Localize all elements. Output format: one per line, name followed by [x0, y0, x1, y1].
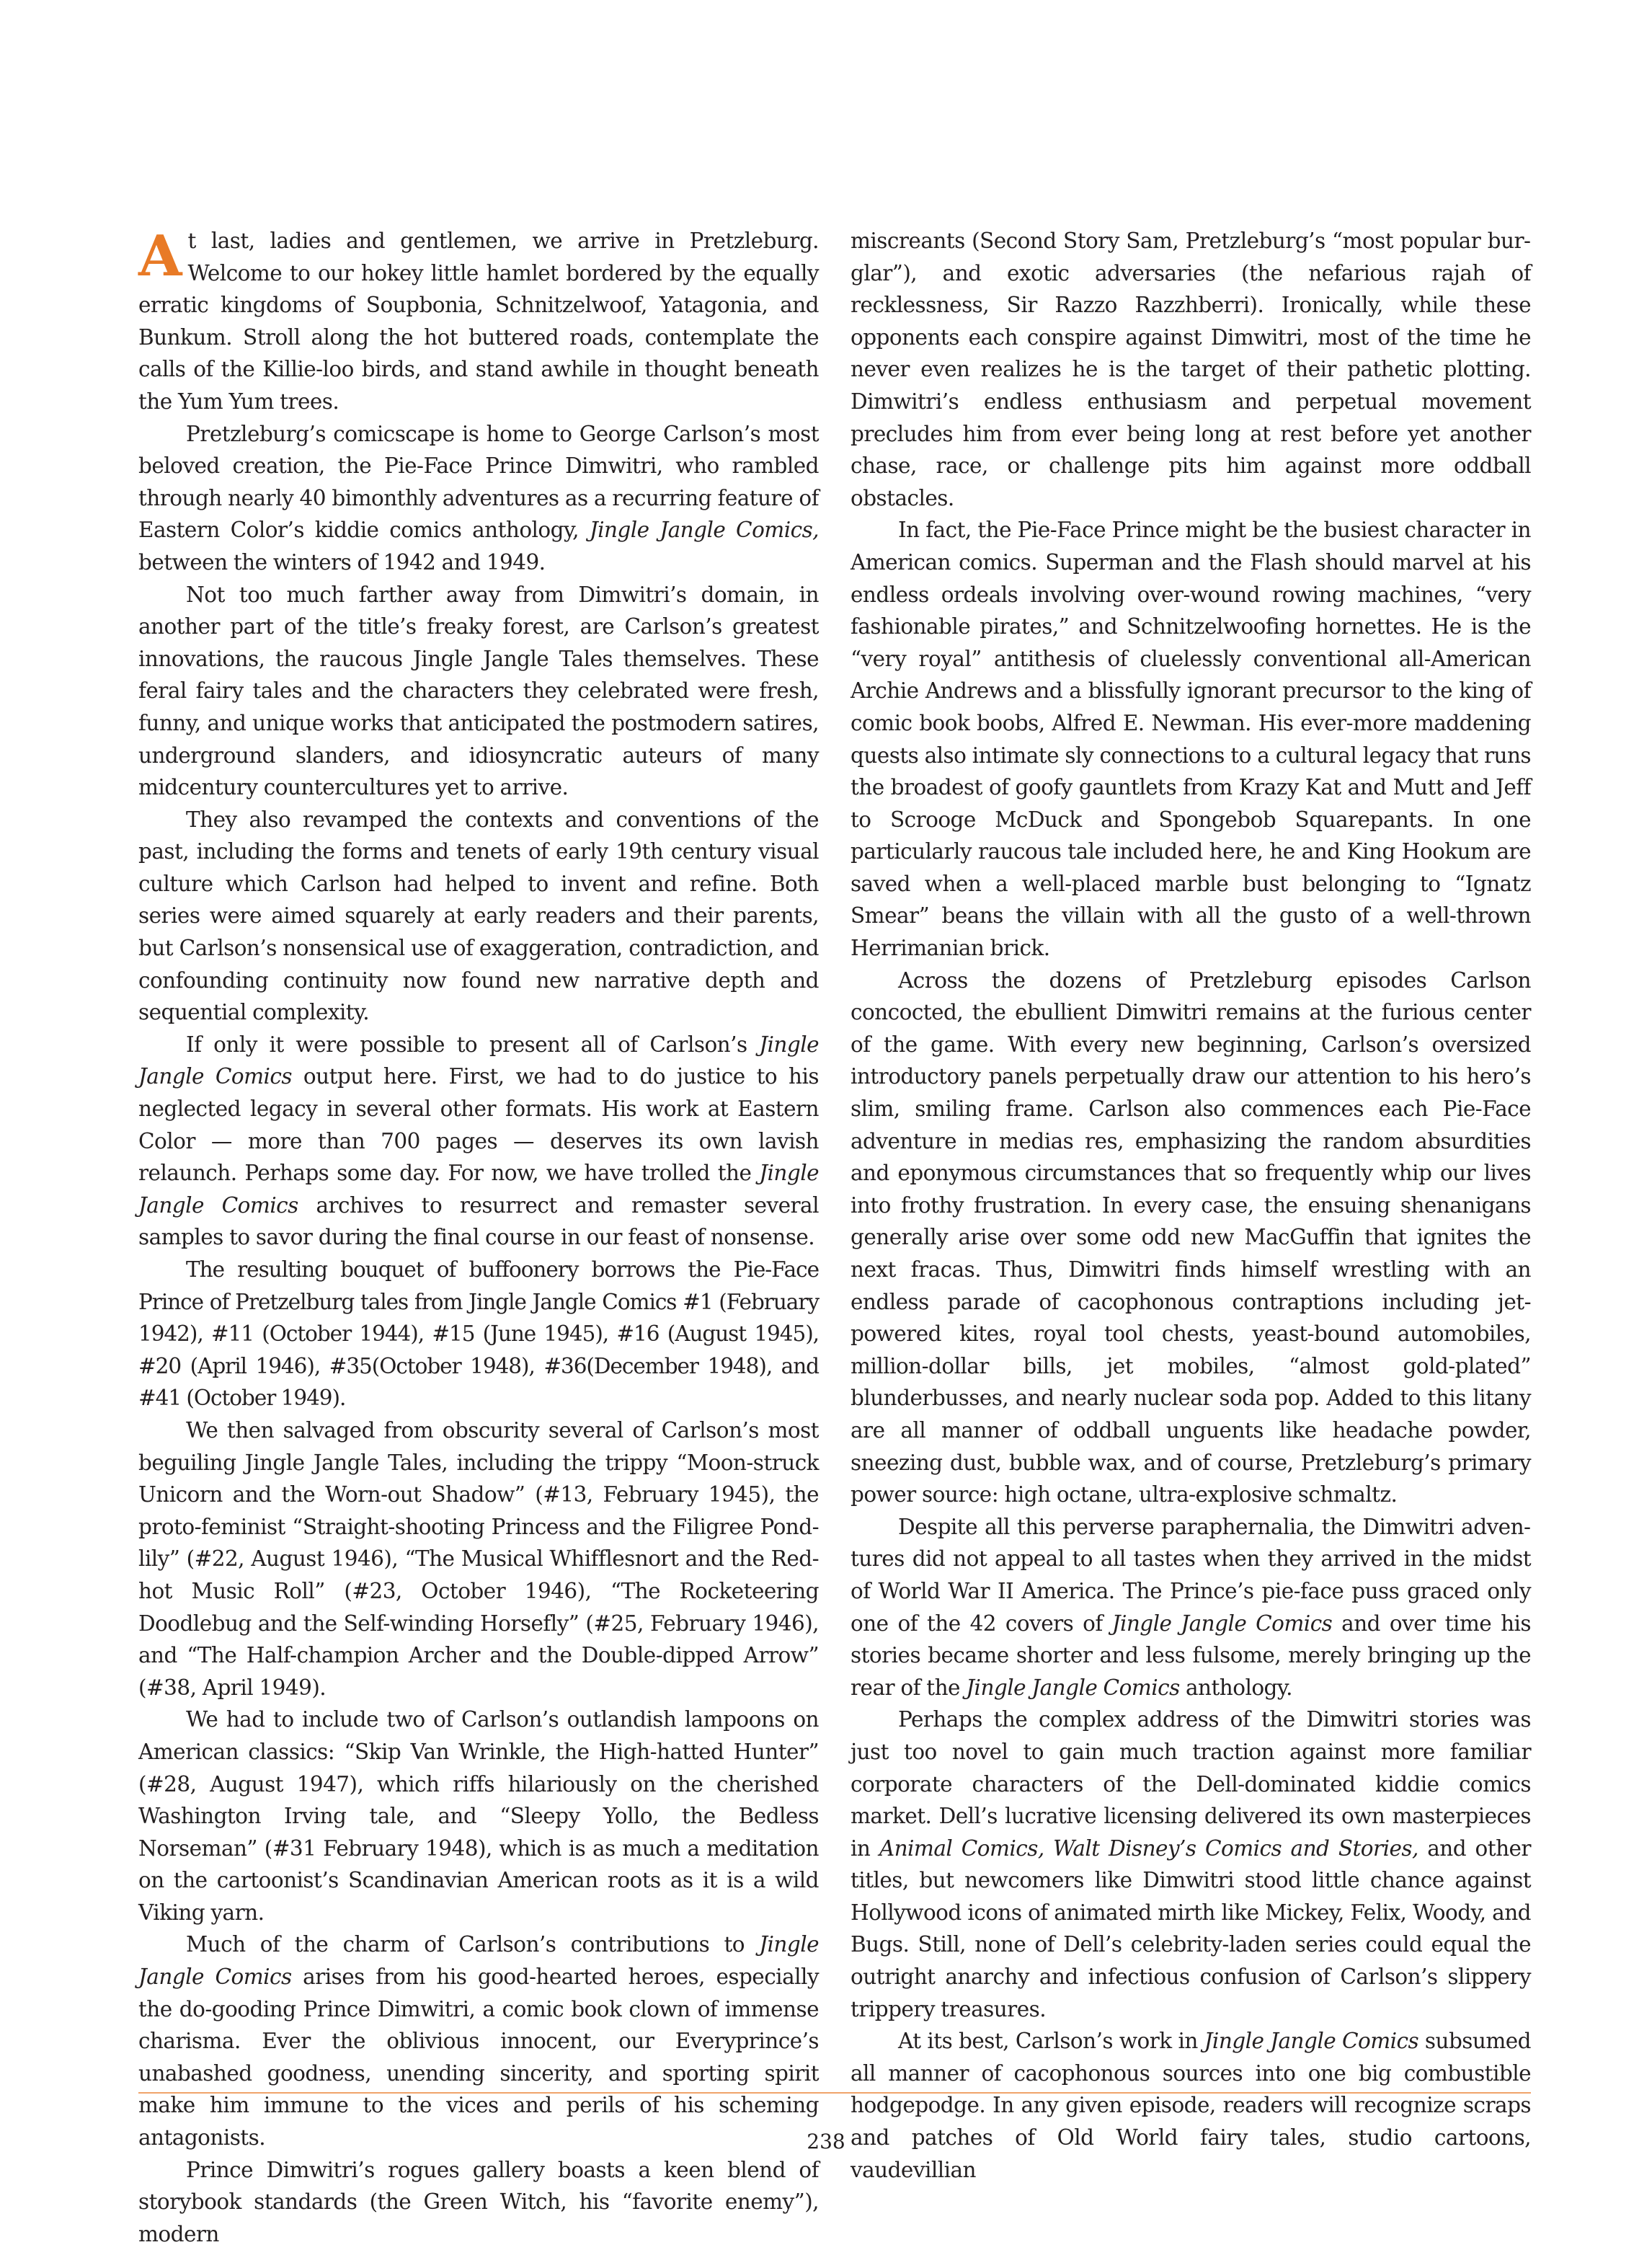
- text-run: Perhaps the complex address of the Dimwitri stories was just too novel to gain much traction against more familiar corporate characters of the Dell-dominated kiddie comics market. Dell’s lucrative licensing delivered its own masterpieces in: [851, 1707, 1531, 1861]
- text-run: arises from his good-hearted heroes, especially the do-gooding Prince Dimwitri, a comic book clown of immense charisma. Ever the oblivious innocent, our Everyprince’s unabashed goodness, unending sincerity, and sporting spirit make him immune to the vices and perils of his scheming antagonists.: [138, 1965, 819, 2151]
- text-run: and over time his stories became shorter and less fulsome, merely bringing up the rear of the: [851, 1611, 1531, 1700]
- italic-title: Animal Comics, Walt Disney’s Comics and Stories,: [879, 1835, 1418, 1861]
- italic-title: Jingle Jangle Comics: [1204, 2029, 1419, 2054]
- italic-title: Jingle Jangle Comics: [138, 1932, 819, 1990]
- paragraph: [138, 804, 819, 1029]
- drop-cap: A: [138, 223, 182, 289]
- text-run: If only it were possible to present all of Carlson’s: [186, 1032, 760, 1057]
- text-run: Despite all this perverse paraphernalia, the Dimwitri adventures did not appeal to all tastes when they arrived in the midst of World War II America. The Prince’s pie-face puss graced only one of the 42 covers of: [851, 1514, 1531, 1636]
- text-run: Not too much farther away from Dimwitri’s domain, in another part of the title’s freaky forest, are Carlson’s greatest innovations, the raucous Jingle Jangle Tales themselves. These feral fairy tales and the characters they celebrated were fresh, funny, and unique works that anticipated the postmodern satires, underground slanders, and idiosyncratic auteurs of many midcentury countercultures yet to arrive.: [138, 582, 819, 800]
- italic-title: Jingle Jangle Comics: [966, 1675, 1180, 1700]
- paragraph: [851, 965, 1531, 1511]
- text-run: The resulting bouquet of buffoonery borrows the Pie-Face Prince of Pretzelburg tales from Jingle Jangle Comics #1 (February 1942), #11 (October 1944), #15 (June 1945), #16 (August 1945), #20 (April 1946), #35(October 1948), #36(December 1948), and #41 (October 1949).: [138, 1257, 819, 1411]
- italic-title: Jingle Jangle Comics: [138, 1161, 819, 1218]
- text-run: and other titles, but newcomers like Dimwitri stood little chance against Hollywood icons of animated mirth like Mickey, Felix, Woody, and Bugs. Still, none of Dell’s celebrity-laden series could equal the outright anarchy and infectious confusion of Carlson’s slippery trippery treasures.: [851, 1835, 1531, 2021]
- paragraph: [138, 1029, 819, 1254]
- paragraph: [138, 1704, 819, 1928]
- paragraph: [138, 225, 819, 418]
- left-column: [138, 225, 819, 2250]
- paragraph: [138, 1254, 819, 1414]
- text-run: t last, ladies and gentlemen, we arrive in Pretzleburg. Welcome to our hokey little hamlet bordered by the equally erratic kingdoms of Soupbonia, Schnitzelwoof, Yatagonia, and Bunkum. Stroll along the hot buttered roads, contemplate the calls of the Killie-loo birds, and stand awhile in thought beneath the Yum Yum trees.: [138, 229, 819, 414]
- paragraph: [138, 1414, 819, 1704]
- paragraph: [851, 1511, 1531, 1704]
- italic-title: Jingle Jangle Comics: [138, 1032, 819, 1089]
- paragraph: [138, 579, 819, 804]
- text-run: output here. First, we had to do justice to his neglected legacy in several other formats. His work at Eastern Color — more than 700 pages — deserves its own lavish relaunch. Perhaps some day. For now, we have trolled the: [138, 1064, 819, 1186]
- text-run: Pretzleburg’s comicscape is home to George Carlson’s most beloved creation, the Pie-Face Prince Dimwitri, who rambled through nearly 40 bimonthly adventures as a recurring feature of Eastern Color’s kiddie comics anthology,: [138, 421, 819, 543]
- paragraph: [851, 2025, 1531, 2186]
- paragraph: [851, 1704, 1531, 2025]
- text-run: between the winters of 1942 and 1949.: [138, 549, 546, 575]
- paragraph: [138, 418, 819, 579]
- paragraph: [138, 2154, 819, 2250]
- text-run: Across the dozens of Pretzleburg episodes Carlson concocted, the ebullient Dimwitri remains at the furious center of the game. With every new beginning, Carlson’s oversized introductory panels perpetually draw our attention to his hero’s slim, smiling frame. Carlson also commences each Pie-Face adventure in medias res, emphasizing the random absurdities and eponymous circumstances that so frequently whip our lives into frothy frustration. In every case, the ensuing shenanigans generally arise over some odd new MacGuffin that ignites the next fracas. Thus, Dimwitri finds himself wrestling with an endless parade of cacophonous contraptions including jet-powered kites, royal tool chests, yeast-bound automobiles, million-dollar bills, jet mobiles, “almost gold-plated” blunderbusses, and nearly nuclear soda pop. Added to this litany are all manner of oddball unguents like headache powder, sneezing dust, bubble wax, and of course, Pretzleburg’s primary power source: high octane, ultra-explosive schmaltz.: [851, 967, 1531, 1507]
- text-run: subsumed all manner of cacophonous sources into one big combustible hodgepodge. In any given episode, readers will recognize scraps and patches of Old World fairy tales, studio cartoons, vaudevillian: [851, 2029, 1532, 2182]
- italic-title: Jingle Jangle Comics: [1111, 1611, 1333, 1636]
- italic-title: Jingle Jangle Comics,: [589, 518, 819, 543]
- right-column: [851, 225, 1531, 2186]
- text-run: archives to resurrect and remaster several samples to savor during the final course in our feast of nonsense.: [138, 1192, 819, 1250]
- footer-rule: [138, 2092, 1531, 2094]
- text-run: miscreants (Second Story Sam, Pretzleburg’s “most popular burglar”), and exotic adversaries (the nefarious rajah of recklessness, Sir Razzo Razzhberri). Ironically, while these opponents each conspire against Dimwitri, most of the time he never even realizes he is the target of their pathetic plotting. Dimwitri’s endless enthusiasm and perpetual movement precludes him from ever being long at rest before yet another chase, race, or challenge pits him against more oddball obstacles.: [851, 229, 1531, 510]
- text-run: Prince Dimwitri’s rogues gallery boasts a keen blend of storybook standards (the Green Witch, his “favorite enemy”), modern: [138, 2157, 819, 2246]
- paragraph: [138, 1928, 819, 2153]
- paragraph: [851, 225, 1531, 514]
- text-run: We then salvaged from obscurity several of Carlson’s most beguiling Jingle Jangle Tales, including the trippy “Moon-struck Unicorn and the Worn-out Shadow” (#13, February 1945), the proto-feminist “Straight-shooting Princess and the Filigree Pond-lily” (#22, August 1946), “The Musical Whifflesnort and the Red-hot Music Roll” (#23, October 1946), “The Rocketeering Doodlebug and the Self-winding Horsefly” (#25, February 1946), and “The Half-champion Archer and the Double-dipped Arrow” (#38, April 1949).: [138, 1417, 819, 1700]
- text-run: At its best, Carlson’s work in: [898, 2029, 1204, 2054]
- text-run: They also revamped the contexts and conventions of the past, including the forms and tenets of early 19th century visual culture which Carlson had helped to invent and refine. Both series were aimed squarely at early readers and their parents, but Carlson’s nonsensical use of exaggeration, contradiction, and confounding continuity now found new narrative depth and sequential complexity.: [138, 807, 819, 1025]
- page-number: 238: [807, 2130, 845, 2153]
- paragraph: [851, 514, 1531, 964]
- text-run: anthology.: [1179, 1675, 1292, 1700]
- text-run: Much of the charm of Carlson’s contributions to: [186, 1932, 760, 1957]
- text-run: In fact, the Pie-Face Prince might be the busiest character in American comics. Superman and the Flash should marvel at his endless ordeals involving over-wound rowing machines, “very fashionable pirates,” and Schnitzelwoofing hornettes. He is the “very royal” antithesis of cluelessly conventional all-American Archie Andrews and a blissfully ignorant precursor to the king of comic book boobs, Alfred E. Newman. His ever-more maddening quests also intimate sly connections to a cultural legacy that runs the broadest of goofy gauntlets from Krazy Kat and Mutt and Jeff to Scrooge McDuck and Spongebob Squarepants. In one particularly raucous tale included here, he and King Hookum are saved when a well-placed marble bust belonging to “Ignatz Smear” beans the villain with all the gusto of a well-thrown Herrimanian brick.: [851, 518, 1531, 961]
- text-run: We had to include two of Carlson’s outlandish lampoons on American classics: “Skip Van Wrinkle, the High-hatted Hunter” (#28, August 1947), which riffs hilariously on the cherished Washington Irving tale, and “Sleepy Yollo, the Bedless Norseman” (#31 February 1948), which is as much a meditation on the cartoonist’s Scandinavian American roots as it is a wild Viking yarn.: [138, 1707, 819, 1925]
